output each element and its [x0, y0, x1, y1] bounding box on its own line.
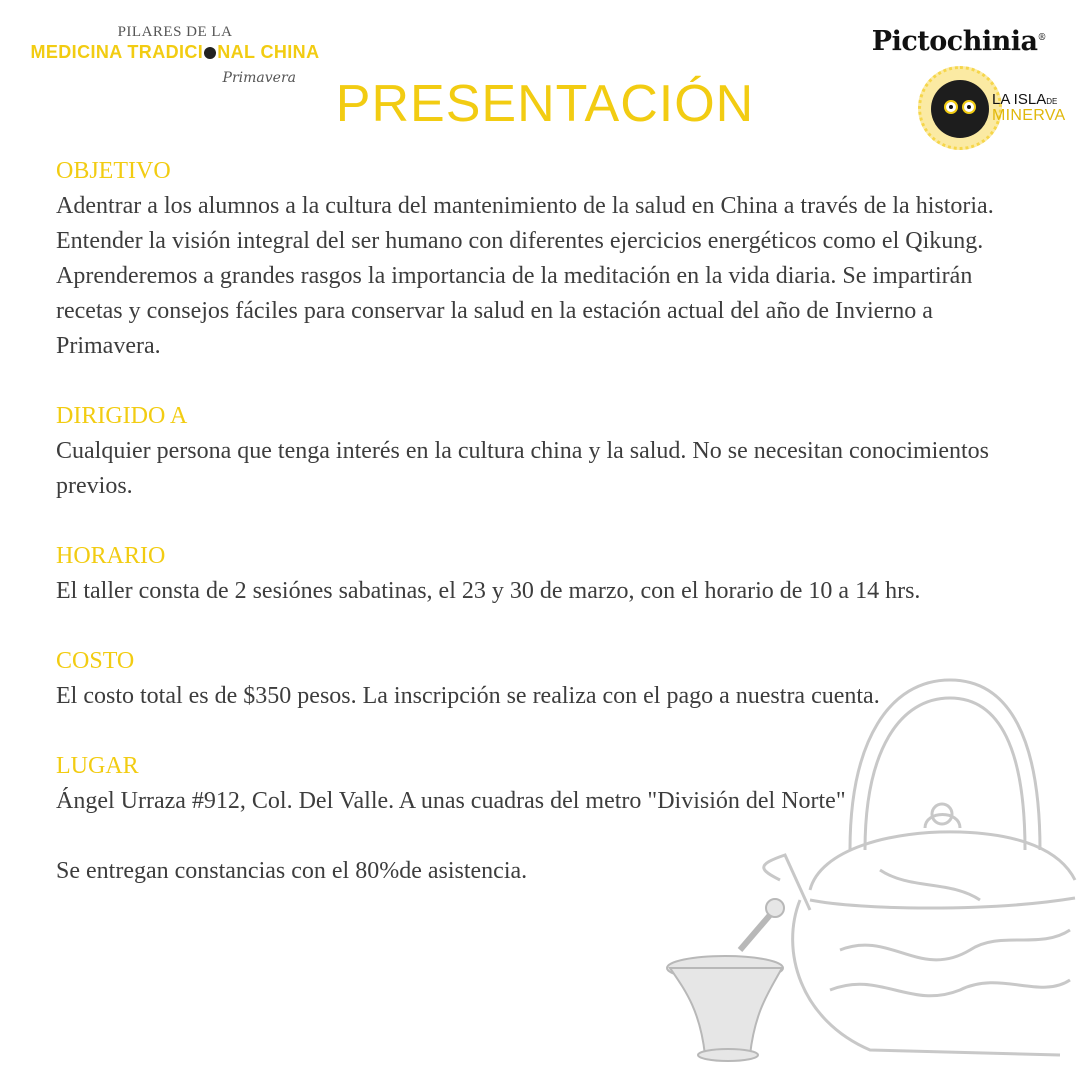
- series-logo-season: Primavera: [222, 70, 296, 86]
- content-area: [56, 154, 1016, 889]
- section-dirigido: [56, 399, 1016, 504]
- section-heading: DIRIGIDO A: [56, 403, 188, 429]
- section-heading: HORARIO: [56, 543, 166, 569]
- section-heading: OBJETIVO: [56, 158, 171, 184]
- series-logo-small-text: PILARES DE LA: [117, 24, 233, 40]
- partner-name-line2: MINERVA: [992, 107, 1066, 124]
- partner-name-line1: [992, 91, 1057, 108]
- series-logo-main-end: NAL CHINA: [217, 42, 320, 62]
- owl-face-icon: [931, 80, 989, 138]
- section-heading: LUGAR: [56, 753, 139, 779]
- section-heading: COSTO: [56, 648, 135, 674]
- brand-registered-mark: ®: [1037, 33, 1046, 43]
- section-body: Ángel Urraza #912, Col. Del Valle. A unas cuadras del metro "División del Norte": [56, 788, 846, 814]
- partner-line1-main: LA ISLA: [992, 91, 1047, 108]
- brand-logo: [872, 26, 1046, 57]
- attendance-note: Se entregan constancias con el 80%de asistencia.: [56, 858, 528, 884]
- owl-eye-left: [944, 100, 958, 114]
- partner-logo: [914, 64, 1066, 154]
- section-costo: [56, 644, 1016, 714]
- section-lugar: [56, 749, 1016, 819]
- section-body: Adentrar a los alumnos a la cultura del mantenimiento de la salud en China a través de la historia. Entender la visión integral del ser humano con diferentes ejercicios energéticos como el Qikung. Aprenderemos a grandes rasgos la importancia de la meditación en la vida diaria. Se impartirán recetas y consejos fáciles para conservar la salud en la estación actual del año de Invierno a Primavera.: [56, 193, 994, 359]
- page-title: PRESENTACIÓN: [335, 75, 755, 133]
- partner-line1-small: DE: [1046, 97, 1058, 106]
- section-body: El costo total es de $350 pesos. La inscripción se realiza con el pago a nuestra cuenta.: [56, 683, 880, 709]
- section-body: Cualquier persona que tenga interés en la cultura china y la salud. No se necesitan conocimientos previos.: [56, 438, 990, 499]
- owl-eye-right: [962, 100, 976, 114]
- brand-name: Pictochinia: [871, 26, 1038, 57]
- yin-yang-icon: [204, 47, 216, 59]
- section-body: El taller consta de 2 sesiónes sabatinas, el 23 y 30 de marzo, con el horario de 10 a 14 hrs.: [56, 578, 921, 604]
- series-logo-main-text: [30, 42, 320, 63]
- section-objetivo: [56, 154, 1016, 364]
- section-horario: [56, 539, 1016, 609]
- series-logo-main-start: MEDICINA TRADICI: [30, 42, 204, 62]
